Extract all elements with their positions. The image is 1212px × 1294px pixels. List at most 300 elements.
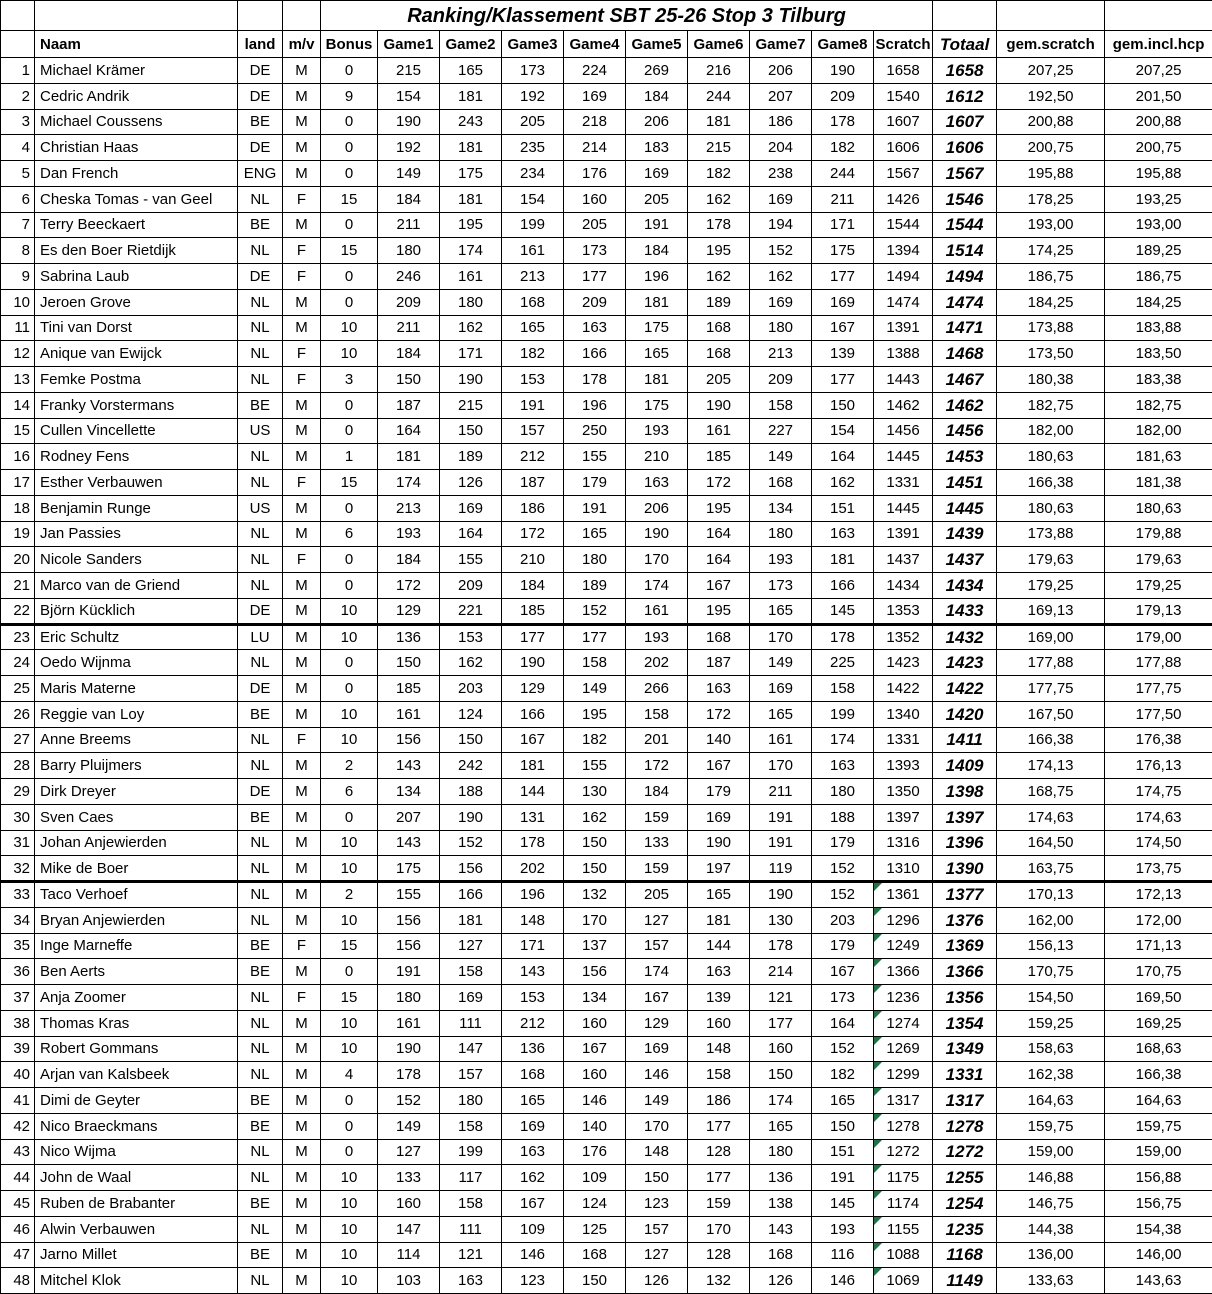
game6-cell: 163 bbox=[688, 676, 750, 702]
game6-cell: 148 bbox=[688, 1036, 750, 1062]
name-cell: Terry Beeckaert bbox=[35, 212, 238, 238]
table-row bbox=[1, 109, 1212, 135]
game2-cell: 147 bbox=[440, 1036, 502, 1062]
gem-incl-hcp-cell: 207,25 bbox=[1105, 58, 1212, 84]
game1-cell: 180 bbox=[378, 238, 440, 264]
game1-cell: 156 bbox=[378, 727, 440, 753]
bonus-cell: 1 bbox=[321, 444, 378, 470]
game1-cell: 156 bbox=[378, 907, 440, 933]
game5-cell: 148 bbox=[626, 1139, 688, 1165]
game1-cell: 154 bbox=[378, 83, 440, 109]
error-triangle-icon bbox=[874, 1114, 882, 1122]
rank-cell: 24 bbox=[1, 650, 35, 676]
game8-cell: 169 bbox=[812, 289, 874, 315]
game1-cell: 156 bbox=[378, 933, 440, 959]
game6-cell: 162 bbox=[688, 186, 750, 212]
bonus-cell: 0 bbox=[321, 676, 378, 702]
error-triangle-icon bbox=[874, 908, 882, 916]
game3-cell: 146 bbox=[502, 1242, 564, 1268]
gem-scratch-cell: 164,50 bbox=[997, 830, 1105, 856]
mv-cell: M bbox=[283, 804, 321, 830]
rank-cell: 12 bbox=[1, 341, 35, 367]
game7-cell: 158 bbox=[750, 392, 812, 418]
mv-cell: M bbox=[283, 1191, 321, 1217]
game4-cell: 165 bbox=[564, 521, 626, 547]
mv-cell: M bbox=[283, 83, 321, 109]
name-cell: Reggie van Loy bbox=[35, 701, 238, 727]
name-cell: Arjan van Kalsbeek bbox=[35, 1062, 238, 1088]
game7-cell: 180 bbox=[750, 315, 812, 341]
land-cell: NL bbox=[238, 1216, 283, 1242]
mv-cell: M bbox=[283, 676, 321, 702]
gem-incl-hcp-cell: 154,38 bbox=[1105, 1216, 1212, 1242]
game2-cell: 180 bbox=[440, 1088, 502, 1114]
game7-cell: 149 bbox=[750, 650, 812, 676]
game6-cell: 186 bbox=[688, 1088, 750, 1114]
bonus-cell: 10 bbox=[321, 907, 378, 933]
name-cell: Sabrina Laub bbox=[35, 264, 238, 290]
game8-cell: 152 bbox=[812, 1036, 874, 1062]
mv-cell: M bbox=[283, 907, 321, 933]
game5-cell: 157 bbox=[626, 933, 688, 959]
gem-scratch-cell: 195,88 bbox=[997, 161, 1105, 187]
game3-cell: 213 bbox=[502, 264, 564, 290]
mv-cell: F bbox=[283, 264, 321, 290]
game5-cell: 183 bbox=[626, 135, 688, 161]
game3-cell: 131 bbox=[502, 804, 564, 830]
gem-incl-hcp-cell: 156,75 bbox=[1105, 1191, 1212, 1217]
land-cell: NL bbox=[238, 315, 283, 341]
gem-scratch-cell: 168,75 bbox=[997, 779, 1105, 805]
game2-cell: 121 bbox=[440, 1242, 502, 1268]
game1-cell: 114 bbox=[378, 1242, 440, 1268]
game4-cell: 180 bbox=[564, 547, 626, 573]
mv-cell: M bbox=[283, 598, 321, 624]
game6-cell: 158 bbox=[688, 1062, 750, 1088]
rank-cell: 27 bbox=[1, 727, 35, 753]
game6-cell: 181 bbox=[688, 907, 750, 933]
table-row bbox=[1, 907, 1212, 933]
rank-cell: 39 bbox=[1, 1036, 35, 1062]
game7-cell: 186 bbox=[750, 109, 812, 135]
totaal-cell: 1658 bbox=[933, 58, 997, 84]
totaal-cell: 1607 bbox=[933, 109, 997, 135]
bonus-cell: 15 bbox=[321, 186, 378, 212]
game3-cell: 143 bbox=[502, 959, 564, 985]
game5-cell: 170 bbox=[626, 1113, 688, 1139]
game8-cell: 175 bbox=[812, 238, 874, 264]
game8-cell: 178 bbox=[812, 109, 874, 135]
game7-cell: 165 bbox=[750, 1113, 812, 1139]
totaal-cell: 1468 bbox=[933, 341, 997, 367]
gem-incl-hcp-cell: 195,88 bbox=[1105, 161, 1212, 187]
rank-cell: 5 bbox=[1, 161, 35, 187]
game2-cell: 175 bbox=[440, 161, 502, 187]
totaal-cell: 1398 bbox=[933, 779, 997, 805]
totaal-cell: 1377 bbox=[933, 882, 997, 908]
game2-cell: 195 bbox=[440, 212, 502, 238]
table-row bbox=[1, 1191, 1212, 1217]
game2-cell: 162 bbox=[440, 315, 502, 341]
bonus-cell: 10 bbox=[321, 598, 378, 624]
game6-cell: 164 bbox=[688, 547, 750, 573]
game6-cell: 195 bbox=[688, 495, 750, 521]
game4-cell: 158 bbox=[564, 650, 626, 676]
rank-cell: 34 bbox=[1, 907, 35, 933]
bonus-cell: 4 bbox=[321, 1062, 378, 1088]
bonus-cell: 10 bbox=[321, 727, 378, 753]
land-cell: NL bbox=[238, 753, 283, 779]
totaal-cell: 1437 bbox=[933, 547, 997, 573]
mv-cell: M bbox=[283, 1242, 321, 1268]
rank-cell: 23 bbox=[1, 624, 35, 650]
game1-cell: 181 bbox=[378, 444, 440, 470]
game1-cell: 160 bbox=[378, 1191, 440, 1217]
table-row bbox=[1, 779, 1212, 805]
mv-cell: F bbox=[283, 470, 321, 496]
mv-cell: M bbox=[283, 701, 321, 727]
land-cell: NL bbox=[238, 470, 283, 496]
mv-cell: M bbox=[283, 521, 321, 547]
gem-scratch-cell: 192,50 bbox=[997, 83, 1105, 109]
bonus-cell: 0 bbox=[321, 289, 378, 315]
gem-incl-hcp-cell: 156,88 bbox=[1105, 1165, 1212, 1191]
totaal-cell: 1420 bbox=[933, 701, 997, 727]
scratch-cell: 1317 bbox=[874, 1088, 933, 1114]
game3-cell: 196 bbox=[502, 882, 564, 908]
game3-cell: 109 bbox=[502, 1216, 564, 1242]
game3-cell: 235 bbox=[502, 135, 564, 161]
game8-cell: 150 bbox=[812, 1113, 874, 1139]
scratch-cell: 1155 bbox=[874, 1216, 933, 1242]
game8-cell: 145 bbox=[812, 1191, 874, 1217]
game8-cell: 211 bbox=[812, 186, 874, 212]
game8-cell: 179 bbox=[812, 830, 874, 856]
table-body bbox=[1, 58, 1212, 1294]
name-cell: Eric Schultz bbox=[35, 624, 238, 650]
scratch-cell: 1316 bbox=[874, 830, 933, 856]
table-row bbox=[1, 341, 1212, 367]
gem-scratch-cell: 167,50 bbox=[997, 701, 1105, 727]
mv-cell: M bbox=[283, 495, 321, 521]
game5-cell: 175 bbox=[626, 315, 688, 341]
gem-scratch-cell: 162,00 bbox=[997, 907, 1105, 933]
game7-cell: 207 bbox=[750, 83, 812, 109]
game3-cell: 234 bbox=[502, 161, 564, 187]
game4-cell: 137 bbox=[564, 933, 626, 959]
table-row bbox=[1, 1139, 1212, 1165]
name-cell: Anne Breems bbox=[35, 727, 238, 753]
rank-cell: 48 bbox=[1, 1268, 35, 1294]
name-cell: Tini van Dorst bbox=[35, 315, 238, 341]
game1-cell: 129 bbox=[378, 598, 440, 624]
rank-cell: 46 bbox=[1, 1216, 35, 1242]
name-cell: Jan Passies bbox=[35, 521, 238, 547]
gem-scratch-cell: 169,13 bbox=[997, 598, 1105, 624]
rank-cell: 45 bbox=[1, 1191, 35, 1217]
name-cell: Thomas Kras bbox=[35, 1010, 238, 1036]
game5-cell: 146 bbox=[626, 1062, 688, 1088]
table-row bbox=[1, 238, 1212, 264]
table-row bbox=[1, 830, 1212, 856]
land-cell: BE bbox=[238, 392, 283, 418]
scratch-cell: 1249 bbox=[874, 933, 933, 959]
game1-cell: 193 bbox=[378, 521, 440, 547]
game6-cell: 163 bbox=[688, 959, 750, 985]
scratch-cell: 1540 bbox=[874, 83, 933, 109]
game6-cell: 159 bbox=[688, 1191, 750, 1217]
land-cell: NL bbox=[238, 650, 283, 676]
game4-cell: 191 bbox=[564, 495, 626, 521]
gem-scratch-cell: 174,13 bbox=[997, 753, 1105, 779]
game3-cell: 212 bbox=[502, 444, 564, 470]
game3-cell: 199 bbox=[502, 212, 564, 238]
gem-scratch-cell: 170,13 bbox=[997, 882, 1105, 908]
name-cell: Anja Zoomer bbox=[35, 985, 238, 1011]
game1-cell: 207 bbox=[378, 804, 440, 830]
name-cell: Mitchel Klok bbox=[35, 1268, 238, 1294]
bonus-cell: 10 bbox=[321, 1010, 378, 1036]
mv-cell: M bbox=[283, 135, 321, 161]
gem-incl-hcp-cell: 170,75 bbox=[1105, 959, 1212, 985]
land-cell: NL bbox=[238, 573, 283, 599]
scratch-cell: 1443 bbox=[874, 367, 933, 393]
land-cell: NL bbox=[238, 830, 283, 856]
game2-cell: 126 bbox=[440, 470, 502, 496]
mv-cell: M bbox=[283, 161, 321, 187]
game1-cell: 184 bbox=[378, 186, 440, 212]
bonus-cell: 0 bbox=[321, 1139, 378, 1165]
gem-incl-hcp-cell: 179,00 bbox=[1105, 624, 1212, 650]
table-row bbox=[1, 212, 1212, 238]
game4-cell: 146 bbox=[564, 1088, 626, 1114]
table-row bbox=[1, 753, 1212, 779]
scratch-cell: 1174 bbox=[874, 1191, 933, 1217]
gem-incl-hcp-cell: 179,88 bbox=[1105, 521, 1212, 547]
name-cell: Nico Braeckmans bbox=[35, 1113, 238, 1139]
gem-incl-hcp-cell: 177,75 bbox=[1105, 676, 1212, 702]
table-row bbox=[1, 856, 1212, 882]
game8-cell: 193 bbox=[812, 1216, 874, 1242]
game1-cell: 190 bbox=[378, 1036, 440, 1062]
game6-cell: 179 bbox=[688, 779, 750, 805]
name-cell: Rodney Fens bbox=[35, 444, 238, 470]
rank-cell: 26 bbox=[1, 701, 35, 727]
game7-cell: 134 bbox=[750, 495, 812, 521]
game5-cell: 201 bbox=[626, 727, 688, 753]
bonus-cell: 0 bbox=[321, 418, 378, 444]
game3-cell: 184 bbox=[502, 573, 564, 599]
name-cell: Dirk Dreyer bbox=[35, 779, 238, 805]
error-triangle-icon bbox=[874, 1243, 882, 1251]
name-cell: Esther Verbauwen bbox=[35, 470, 238, 496]
bonus-cell: 10 bbox=[321, 1165, 378, 1191]
game2-cell: 190 bbox=[440, 804, 502, 830]
game1-cell: 209 bbox=[378, 289, 440, 315]
game5-cell: 184 bbox=[626, 238, 688, 264]
rank-cell: 17 bbox=[1, 470, 35, 496]
gem-scratch-cell: 182,75 bbox=[997, 392, 1105, 418]
table-row bbox=[1, 444, 1212, 470]
mv-cell: M bbox=[283, 856, 321, 882]
game5-cell: 202 bbox=[626, 650, 688, 676]
totaal-cell: 1278 bbox=[933, 1113, 997, 1139]
game8-header: Game8 bbox=[812, 31, 874, 58]
game4-cell: 224 bbox=[564, 58, 626, 84]
scratch-cell: 1607 bbox=[874, 109, 933, 135]
game1-cell: 134 bbox=[378, 779, 440, 805]
bonus-cell: 0 bbox=[321, 58, 378, 84]
game4-cell: 160 bbox=[564, 1010, 626, 1036]
game2-cell: 111 bbox=[440, 1010, 502, 1036]
game5-cell: 170 bbox=[626, 547, 688, 573]
game2-cell: 171 bbox=[440, 341, 502, 367]
game3-cell: 153 bbox=[502, 367, 564, 393]
game6-cell: 178 bbox=[688, 212, 750, 238]
game8-cell: 188 bbox=[812, 804, 874, 830]
land-cell: NL bbox=[238, 856, 283, 882]
game5-cell: 174 bbox=[626, 573, 688, 599]
game1-cell: 211 bbox=[378, 212, 440, 238]
game6-cell: 195 bbox=[688, 598, 750, 624]
mv-cell: F bbox=[283, 186, 321, 212]
bonus-cell: 10 bbox=[321, 701, 378, 727]
game4-cell: 205 bbox=[564, 212, 626, 238]
empty-cell bbox=[1, 1, 35, 31]
scratch-cell: 1366 bbox=[874, 959, 933, 985]
gem-scratch-cell: 200,75 bbox=[997, 135, 1105, 161]
game5-cell: 205 bbox=[626, 186, 688, 212]
page-title: Ranking/Klassement SBT 25-26 Stop 3 Tilburg bbox=[321, 1, 933, 31]
table-row bbox=[1, 135, 1212, 161]
rank-cell: 44 bbox=[1, 1165, 35, 1191]
game7-cell: 169 bbox=[750, 676, 812, 702]
game3-cell: 177 bbox=[502, 624, 564, 650]
game6-cell: 161 bbox=[688, 418, 750, 444]
table-row bbox=[1, 264, 1212, 290]
name-cell: Taco Verhoef bbox=[35, 882, 238, 908]
gem-scratch-cell: 200,88 bbox=[997, 109, 1105, 135]
game5-cell: 181 bbox=[626, 289, 688, 315]
game6-cell: 168 bbox=[688, 624, 750, 650]
totaal-cell: 1397 bbox=[933, 804, 997, 830]
totaal-cell: 1567 bbox=[933, 161, 997, 187]
table-row bbox=[1, 58, 1212, 84]
totaal-cell: 1606 bbox=[933, 135, 997, 161]
bonus-cell: 10 bbox=[321, 624, 378, 650]
gem-scratch-cell: 146,75 bbox=[997, 1191, 1105, 1217]
error-triangle-icon bbox=[874, 1268, 882, 1276]
game1-cell: 152 bbox=[378, 1088, 440, 1114]
game1-cell: 211 bbox=[378, 315, 440, 341]
gem-scratch-cell: 180,38 bbox=[997, 367, 1105, 393]
scratch-cell: 1388 bbox=[874, 341, 933, 367]
game8-cell: 165 bbox=[812, 1088, 874, 1114]
rank-cell: 31 bbox=[1, 830, 35, 856]
game6-cell: 162 bbox=[688, 264, 750, 290]
game1-cell: 149 bbox=[378, 1113, 440, 1139]
name-cell: Dimi de Geyter bbox=[35, 1088, 238, 1114]
game6-cell: 197 bbox=[688, 856, 750, 882]
game1-cell: 175 bbox=[378, 856, 440, 882]
mv-cell: F bbox=[283, 341, 321, 367]
rank-cell: 36 bbox=[1, 959, 35, 985]
bonus-cell: 0 bbox=[321, 161, 378, 187]
game4-cell: 176 bbox=[564, 161, 626, 187]
game8-cell: 191 bbox=[812, 1165, 874, 1191]
game1-cell: 127 bbox=[378, 1139, 440, 1165]
name-cell: Oedo Wijnma bbox=[35, 650, 238, 676]
scratch-cell: 1426 bbox=[874, 186, 933, 212]
bonus-cell: 9 bbox=[321, 83, 378, 109]
table-row bbox=[1, 1165, 1212, 1191]
game3-cell: 212 bbox=[502, 1010, 564, 1036]
game4-cell: 109 bbox=[564, 1165, 626, 1191]
game5-cell: 123 bbox=[626, 1191, 688, 1217]
totaal-cell: 1235 bbox=[933, 1216, 997, 1242]
bonus-cell: 10 bbox=[321, 1191, 378, 1217]
bonus-cell: 0 bbox=[321, 212, 378, 238]
bonus-cell: 10 bbox=[321, 856, 378, 882]
game6-cell: 140 bbox=[688, 727, 750, 753]
mv-cell: M bbox=[283, 753, 321, 779]
game6-cell: 144 bbox=[688, 933, 750, 959]
game2-cell: 215 bbox=[440, 392, 502, 418]
game1-cell: 184 bbox=[378, 341, 440, 367]
gem-scratch-cell: 163,75 bbox=[997, 856, 1105, 882]
scratch-cell: 1391 bbox=[874, 315, 933, 341]
land-cell: DE bbox=[238, 598, 283, 624]
gem-incl-hcp-cell: 169,25 bbox=[1105, 1010, 1212, 1036]
game6-cell: 167 bbox=[688, 573, 750, 599]
scratch-cell: 1393 bbox=[874, 753, 933, 779]
mv-cell: F bbox=[283, 238, 321, 264]
bonus-cell: 2 bbox=[321, 882, 378, 908]
game2-cell: 155 bbox=[440, 547, 502, 573]
game1-cell: 215 bbox=[378, 58, 440, 84]
game7-cell: 169 bbox=[750, 186, 812, 212]
game2-cell: 127 bbox=[440, 933, 502, 959]
scratch-cell: 1567 bbox=[874, 161, 933, 187]
game7-cell: 126 bbox=[750, 1268, 812, 1294]
totaal-cell: 1462 bbox=[933, 392, 997, 418]
scratch-cell: 1272 bbox=[874, 1139, 933, 1165]
totaal-cell: 1254 bbox=[933, 1191, 997, 1217]
error-triangle-icon bbox=[874, 1088, 882, 1096]
totaal-cell: 1423 bbox=[933, 650, 997, 676]
land-cell: NL bbox=[238, 521, 283, 547]
game2-cell: 162 bbox=[440, 650, 502, 676]
game5-cell: 206 bbox=[626, 109, 688, 135]
mv-cell: F bbox=[283, 367, 321, 393]
mv-cell: M bbox=[283, 624, 321, 650]
game8-cell: 182 bbox=[812, 1062, 874, 1088]
land-cell: NL bbox=[238, 238, 283, 264]
game6-cell: 169 bbox=[688, 804, 750, 830]
game2-cell: 243 bbox=[440, 109, 502, 135]
game2-cell: 124 bbox=[440, 701, 502, 727]
game4-cell: 162 bbox=[564, 804, 626, 830]
game4-cell: 163 bbox=[564, 315, 626, 341]
table-row bbox=[1, 367, 1212, 393]
game2-cell: 163 bbox=[440, 1268, 502, 1294]
game5-cell: 172 bbox=[626, 753, 688, 779]
game3-cell: 185 bbox=[502, 598, 564, 624]
totaal-header: Totaal bbox=[933, 31, 997, 58]
game2-cell: 181 bbox=[440, 907, 502, 933]
table-row bbox=[1, 186, 1212, 212]
game4-cell: 125 bbox=[564, 1216, 626, 1242]
